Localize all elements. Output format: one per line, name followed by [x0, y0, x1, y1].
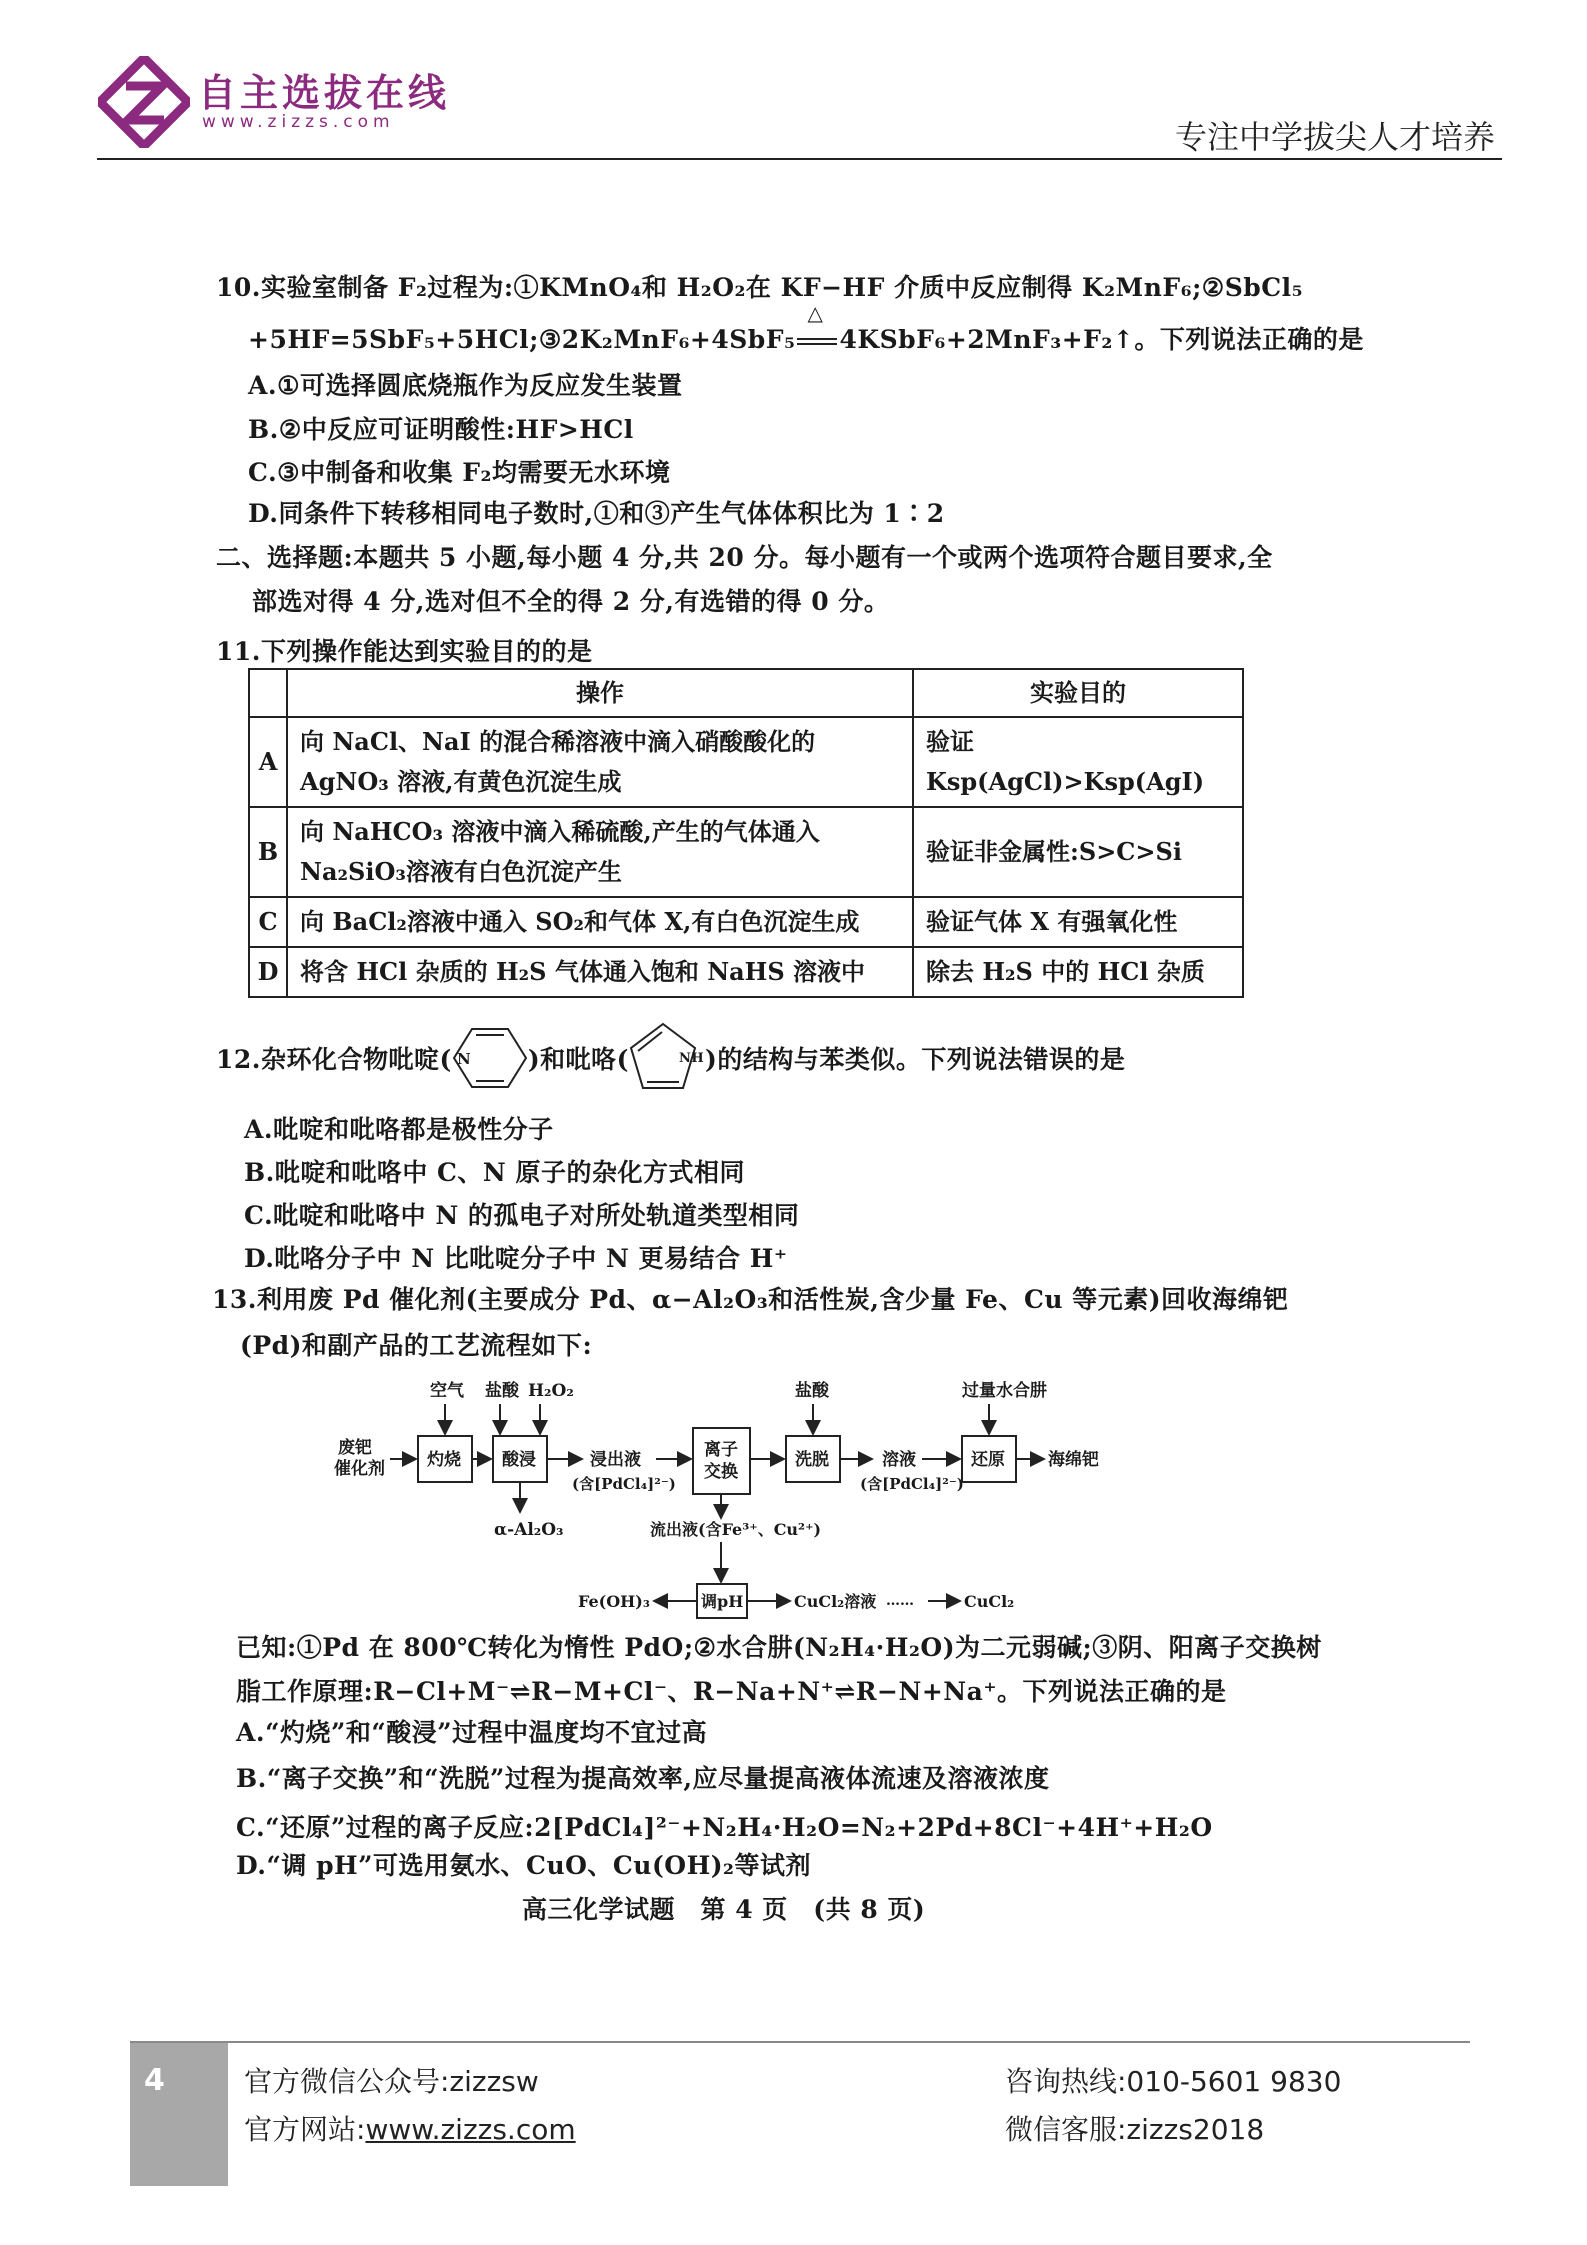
footer-site-link[interactable]: www.zizzs.com [365, 2113, 576, 2146]
q13-line1: 13.利用废 Pd 催化剂(主要成分 Pd、α−Al₂O₃和活性炭,含少量 Fe、Cu 等元素)回收海绵钯 [212, 1285, 1289, 1314]
q10-eq-left: +5HF=5SbF₅+5HCl;③2K₂MnF₆+4SbF₅ [248, 325, 796, 354]
row-operation: 将含 HCl 杂质的 H₂S 气体通入饱和 NaHS 溶液中 [287, 947, 913, 997]
q10-eq-right: 4KSbF₆+2MnF₃+F₂↑。下列说法正确的是 [839, 325, 1364, 354]
q10-option-c: C.③中制备和收集 F₂均需要无水环境 [248, 458, 671, 487]
q10-option-d: D.同条件下转移相同电子数时,①和③产生气体体积比为 1∶2 [248, 499, 945, 528]
q13-known2: 脂工作原理:R−Cl+M⁻⇌R−M+Cl⁻、R−Na+N⁺⇌R−N+Na⁺。下列说法正确的是 [236, 1677, 1227, 1706]
row-goal: 验证气体 X 有强氧化性 [913, 897, 1243, 947]
footer-hotline: 咨询热线:010-5601 9830 [1005, 2065, 1342, 2098]
flow-reagent-air: 空气 [430, 1381, 464, 1401]
row-operation: 向 NaCl、NaI 的混合稀溶液中滴入硝酸酸化的 AgNO₃ 溶液,有黄色沉淀生成 [287, 717, 913, 807]
footer-service: 微信客服:zizzs2018 [1005, 2113, 1265, 2146]
q12-option-b: B.吡啶和吡咯中 C、N 原子的杂化方式相同 [244, 1158, 745, 1187]
q13-option-c: C.“还原”过程的离子反应:2[PdCl₄]²⁻+N₂H₄·H₂O=N₂+2Pd+8Cl⁻+4H⁺+H₂O [236, 1813, 1213, 1842]
flow-output-feoh3: Fe(OH)₃ [578, 1592, 650, 1611]
row-operation: 向 NaHCO₃ 溶液中滴入稀硫酸,产生的气体通入 Na₂SiO₃溶液有白色沉淀产生 [287, 807, 913, 897]
flow-input-label: 催化剂 [334, 1459, 385, 1479]
flow-effluent: 流出液(含Fe³⁺、Cu²⁺) [650, 1520, 822, 1539]
flow-leachate: 浸出液 [590, 1450, 641, 1470]
flow-step-ion-exchange: 离子 [704, 1440, 738, 1460]
q13-known1: 已知:①Pd 在 800℃转化为惰性 PdO;②水合肼(N₂H₄·H₂O)为二元弱碱;③阴、阳离子交换树 [236, 1633, 1322, 1662]
q10-option-b: B.②中反应可证明酸性:HF>HCl [248, 415, 634, 444]
q13-option-b: B.“离子交换”和“洗脱”过程为提高效率,应尽量提高液体流速及溶液浓度 [236, 1764, 1050, 1793]
logo-url: www.zizzs.com [202, 112, 395, 132]
section2-line2: 部选对得 4 分,选对但不全的得 2 分,有选错的得 0 分。 [252, 587, 890, 616]
q10-eq-condition: △ [795, 325, 839, 354]
row-goal: 验证非金属性:S>C>Si [913, 807, 1243, 897]
q12-option-d: D.吡咯分子中 N 比吡啶分子中 N 更易结合 H⁺ [244, 1244, 788, 1273]
flow-cucl2-solution: CuCl₂溶液 [794, 1592, 877, 1611]
footer-site: 官方网站:www.zizzs.com [244, 2113, 576, 2146]
flow-input-label: 废钯 [338, 1438, 372, 1458]
flow-cucl2-product: CuCl₂ [964, 1592, 1015, 1611]
flow-step-elution: 洗脱 [795, 1450, 829, 1470]
row-goal: 验证 Ksp(AgCl)>Ksp(AgI) [913, 717, 1243, 807]
logo-text: 自主选拔在线 [198, 71, 451, 115]
flow-product: 海绵钯 [1048, 1450, 1099, 1470]
header-slogan: 专注中学拔尖人才培养 [1175, 118, 1496, 156]
q13-option-a: A.“灼烧”和“酸浸”过程中温度均不宜过高 [236, 1718, 708, 1747]
flow-step-ion-exchange: 交换 [704, 1462, 738, 1482]
q10-option-a: A.①可选择圆底烧瓶作为反应发生装置 [248, 371, 683, 400]
row-operation: 向 BaCl₂溶液中通入 SO₂和气体 X,有白色沉淀生成 [287, 897, 913, 947]
q13-option-d: D.“调 pH”可选用氨水、CuO、Cu(OH)₂等试剂 [236, 1851, 811, 1880]
footer-wechat: 官方微信公众号:zizzsw [244, 2065, 539, 2098]
q12-stem: 12.杂环化合物吡啶( N )和吡咯( NH )的结构与苯类似。下列说法错误的是 [216, 1020, 1125, 1096]
q12-option-a: A.吡啶和吡咯都是极性分子 [244, 1115, 554, 1144]
section2-line1: 二、选择题:本题共 5 小题,每小题 4 分,共 20 分。每小题有一个或两个选项符合题目要求,全 [216, 543, 1273, 572]
flow-reagent-h2o2: H₂O₂ [528, 1381, 574, 1401]
exam-page-title: 高三化学试题 第 4 页 (共 8 页) [522, 1895, 926, 1924]
flow-dots: …… [886, 1593, 914, 1609]
flow-solution-note: (含[PdCl₄]²⁻) [860, 1475, 964, 1493]
flow-step-reduction: 还原 [971, 1450, 1005, 1470]
row-label: A [249, 717, 287, 807]
flow-leachate-note: (含[PdCl₄]²⁻) [572, 1475, 676, 1493]
header-operation: 操作 [287, 669, 913, 717]
svg-text:N: N [456, 1050, 472, 1068]
row-label: D [249, 947, 287, 997]
step-ion-exchange-box [693, 1428, 750, 1494]
svg-text:NH: NH [679, 1051, 705, 1066]
page-number: 4 [130, 2043, 228, 2186]
row-label: B [249, 807, 287, 897]
header-goal: 实验目的 [913, 669, 1243, 717]
q13-line2: (Pd)和副产品的工艺流程如下: [240, 1331, 593, 1360]
flow-step-roast: 灼烧 [427, 1450, 461, 1470]
row-goal: 除去 H₂S 中的 HCl 杂质 [913, 947, 1243, 997]
q11-stem: 11.下列操作能达到实验目的的是 [216, 637, 593, 666]
flow-step-ph: 调pH [701, 1592, 744, 1611]
flow-solution: 溶液 [882, 1450, 916, 1470]
flow-step-acid-leach: 酸浸 [502, 1450, 536, 1470]
flow-output-alumina: α-Al₂O₃ [494, 1520, 564, 1540]
row-label: C [249, 897, 287, 947]
flow-reagent-hcl: 盐酸 [795, 1381, 829, 1401]
flow-reagent-hcl: 盐酸 [485, 1381, 519, 1401]
flow-reagent-hydrazine: 过量水合肼 [962, 1381, 1047, 1401]
footer-divider [130, 2041, 1470, 2043]
q10-line1: 10.实验室制备 F₂过程为:①KMnO₄和 H₂O₂在 KF−HF 介质中反应制得 K₂MnF₆;②SbCl₅ [216, 273, 1304, 302]
q12-option-c: C.吡啶和吡咯中 N 的孤电子对所处轨道类型相同 [244, 1201, 800, 1230]
